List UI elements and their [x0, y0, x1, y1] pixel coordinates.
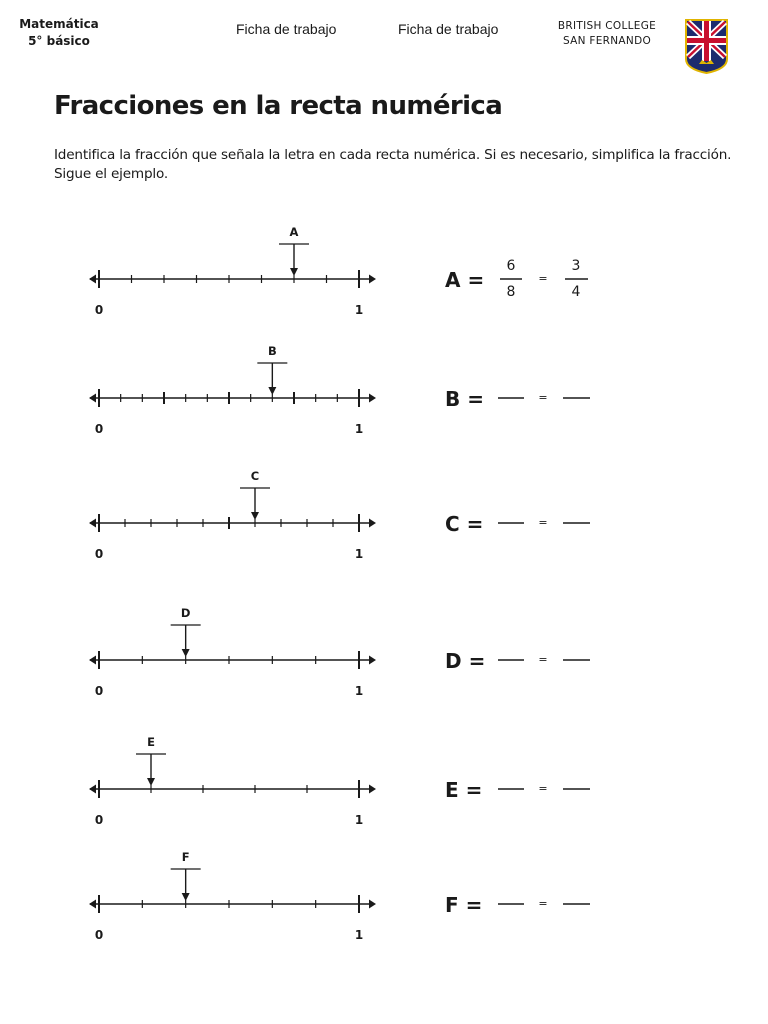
exercise-a-simplified-denominator: 4 — [571, 284, 581, 300]
exercise-f-left-arrow-icon — [89, 900, 96, 909]
exercise-b-answer-label: B = — [445, 387, 484, 411]
exercise-b-end-label: 1 — [354, 422, 364, 436]
exercise-a-answer-label: A = — [445, 268, 485, 292]
exercise-e-right-arrow-icon — [369, 785, 376, 794]
exercise-d-marker-letter: D — [180, 606, 191, 620]
exercise-c-end-label: 1 — [354, 547, 364, 561]
exercise-b-marker-arrow-icon — [268, 387, 276, 395]
exercise-a-equals-sign: = — [538, 272, 548, 285]
exercise-e-marker-letter: E — [147, 735, 155, 749]
exercise-a-simplified-numerator: 3 — [571, 258, 581, 274]
school-name-line1: BRITISH COLLEGE — [557, 20, 657, 32]
exercise-d-start-label: 0 — [94, 684, 104, 698]
exercise-d-equals-sign: = — [538, 653, 548, 666]
exercise-a-marker-letter: A — [289, 225, 299, 239]
page-title: Fracciones en la recta numérica — [54, 91, 503, 121]
exercise-a-answer-numerator: 6 — [506, 258, 516, 274]
exercise-c-marker-arrow-icon — [251, 512, 259, 520]
exercise-b-right-arrow-icon — [369, 394, 376, 403]
exercise-a-end-label: 1 — [354, 303, 364, 317]
exercise-f-end-label: 1 — [354, 928, 364, 942]
exercise-c-right-arrow-icon — [369, 519, 376, 528]
ficha-label-2: Ficha de trabajo — [398, 21, 499, 37]
exercise-c-answer-label: C = — [445, 512, 484, 536]
exercise-d-right-arrow-icon — [369, 656, 376, 665]
exercise-f-equals-sign: = — [538, 897, 548, 910]
exercise-f-right-arrow-icon — [369, 900, 376, 909]
exercise-b-left-arrow-icon — [89, 394, 96, 403]
exercise-e-answer-label: E = — [445, 778, 483, 802]
exercise-a-left-arrow-icon — [89, 275, 96, 284]
exercise-c-marker-letter: C — [250, 469, 260, 483]
exercise-a-answer-denominator: 8 — [506, 284, 516, 300]
exercise-f-answer-label: F = — [445, 893, 483, 917]
exercise-b-equals-sign: = — [538, 391, 548, 404]
ficha-label-1: Ficha de trabajo — [236, 21, 337, 37]
exercise-e-left-arrow-icon — [89, 785, 96, 794]
exercise-e-start-label: 0 — [94, 813, 104, 827]
school-name-line2: SAN FERNANDO — [562, 35, 652, 47]
exercise-e-equals-sign: = — [538, 782, 548, 795]
exercise-a-marker-arrow-icon — [290, 268, 298, 276]
exercise-d-left-arrow-icon — [89, 656, 96, 665]
exercise-f-marker-arrow-icon — [182, 893, 190, 901]
exercise-d-end-label: 1 — [354, 684, 364, 698]
exercise-c-equals-sign: = — [538, 516, 548, 529]
exercise-a-right-arrow-icon — [369, 275, 376, 284]
instructions: Identifica la fracción que señala la letra en cada recta numérica. Si es necesario, simplifica la fracción. Sigue el ejemplo. — [54, 147, 732, 182]
exercise-a-start-label: 0 — [94, 303, 104, 317]
exercise-e-end-label: 1 — [354, 813, 364, 827]
subject-name: Matemática — [19, 17, 99, 31]
exercise-e-marker-arrow-icon — [147, 778, 155, 786]
exercise-d-answer-label: D = — [445, 649, 486, 673]
exercise-b-marker-letter: B — [267, 344, 277, 358]
exercise-d-marker-arrow-icon — [182, 649, 190, 657]
exercise-f-marker-letter: F — [181, 850, 190, 864]
exercise-c-left-arrow-icon — [89, 519, 96, 528]
exercise-f-start-label: 0 — [94, 928, 104, 942]
grade-level: 5° básico — [28, 34, 90, 48]
exercise-b-start-label: 0 — [94, 422, 104, 436]
exercise-c-start-label: 0 — [94, 547, 104, 561]
